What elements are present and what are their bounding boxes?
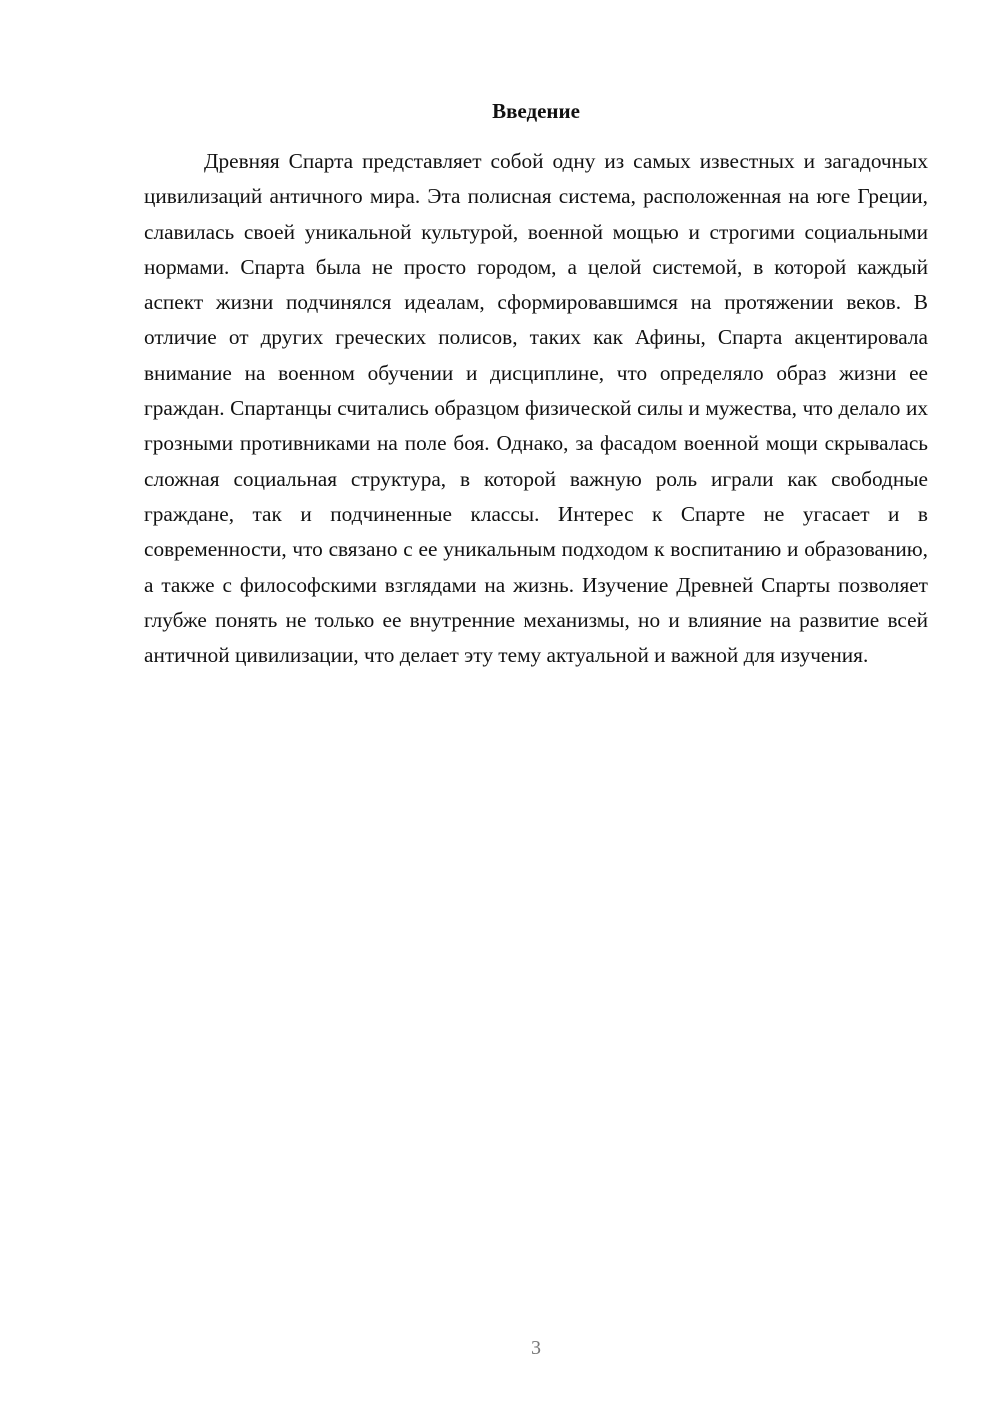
intro-paragraph: Древняя Спарта представляет собой одну из самых известных и загадочных цивилизаций античного мира. Эта полисная система, расположенная на юге Греции, славилась своей уникальной культурой, военной мощью и строгими социальными нормами. Спарта была не просто городом, а целой системой, в которой каждый аспект жизни подчинялся идеалам, сформировавшимся на протяжении веков. В отличие от других греческих полисов, таких как Афины, Спарта акцентировала внимание на военном обучении и дисциплине, что определяло образ жизни ее граждан. Спартанцы считались образцом физической силы и мужества, что делало их грозными противниками на поле боя. Однако, за фасадом военной мощи скрывалась сложная социальная структура, в которой важную роль играли как свободные граждане, так и подчиненные классы. Интерес к Спарте не угасает и в современности, что связано с ее уникальным подходом к воспитанию и образованию, а также с философскими взглядами на жизнь. Изучение Древней Спарты позволяет глубже понять не только ее внутренние механизмы, но и влияние на развитие всей античной цивилизации, что делает эту тему актуальной и важной для изучения. bbox=[144, 149, 928, 668]
page-number: 3 bbox=[531, 1337, 541, 1359]
section-heading: Введение bbox=[492, 99, 580, 123]
